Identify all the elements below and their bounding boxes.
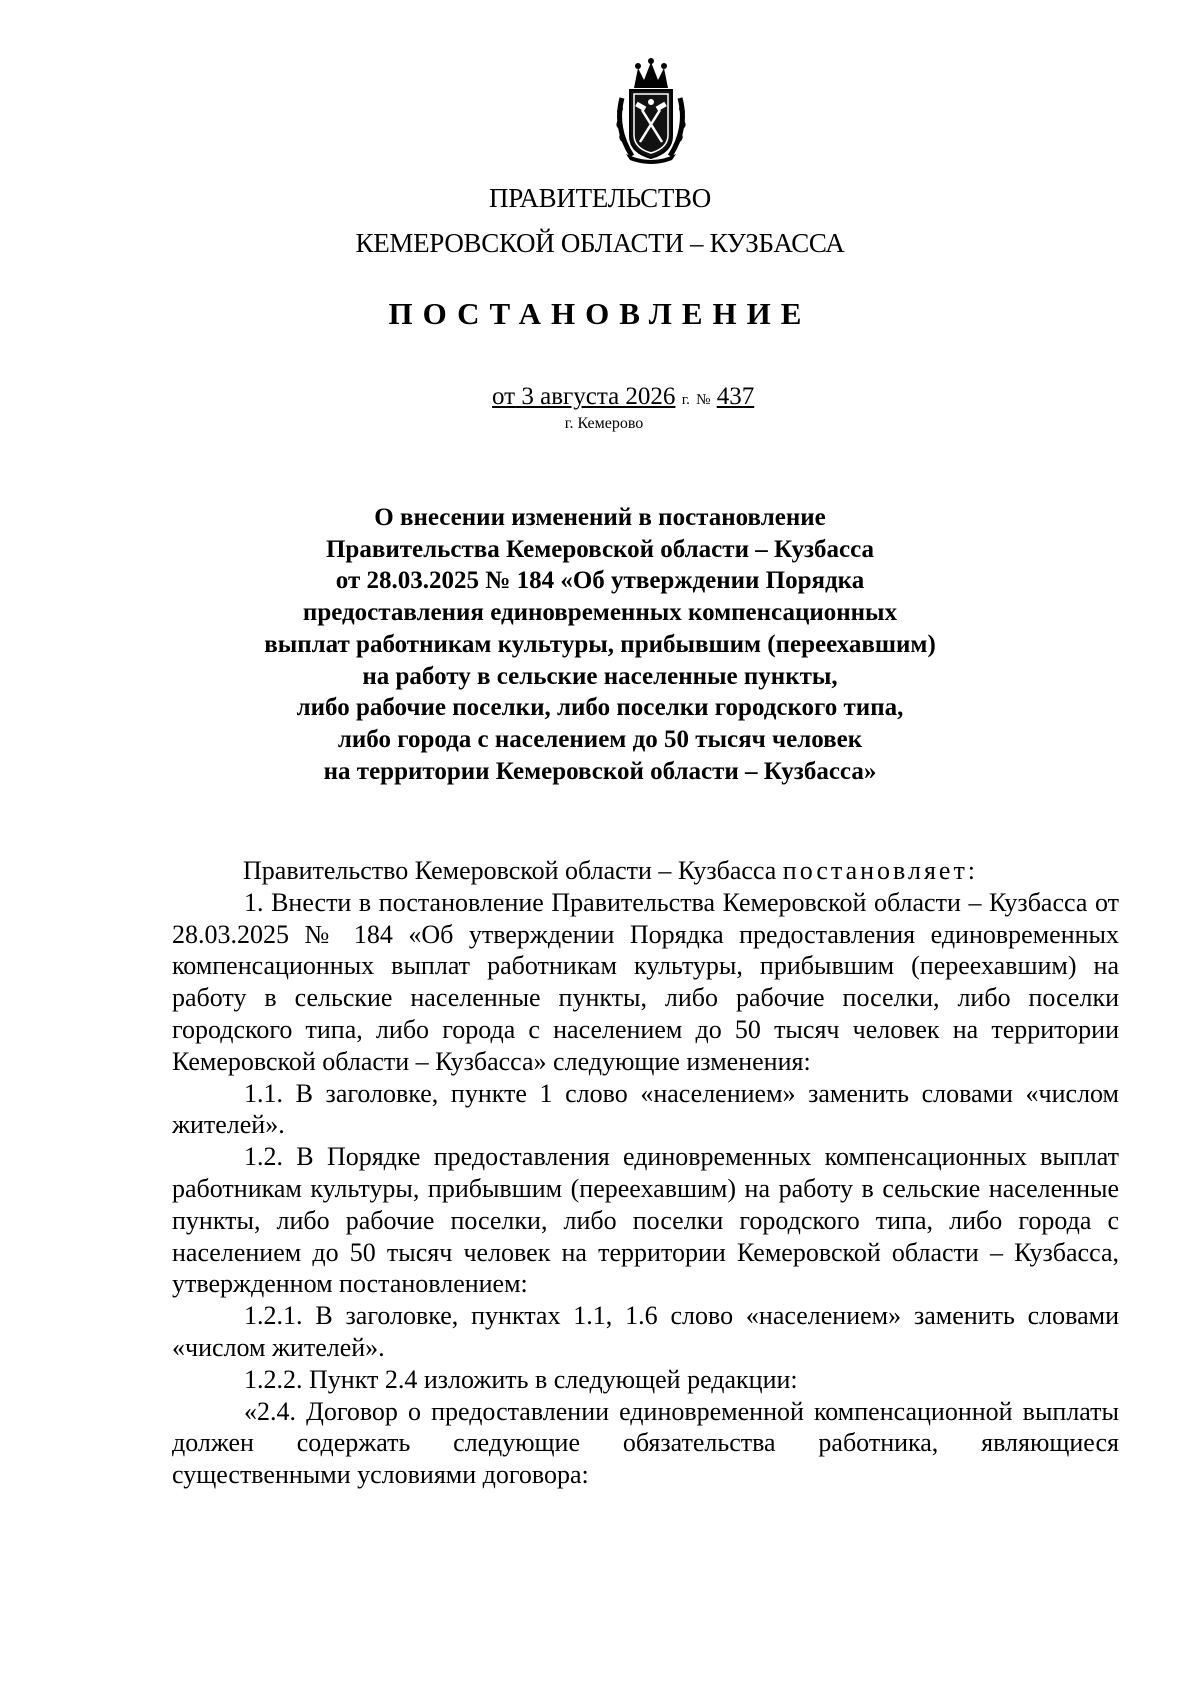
title-line: на территории Кемеровской области – Кузбасса» [323, 757, 877, 785]
number-sign: № [696, 392, 711, 408]
date-prefix: от [492, 383, 516, 410]
document-title [0, 502, 1200, 787]
coat-of-arms-emblem-icon [612, 58, 690, 166]
title-line: Правительства Кемеровской области – Кузбасса [325, 535, 875, 563]
document-body [172, 855, 1119, 1491]
date-number-line [492, 383, 754, 411]
organization-name-line-2: КЕМЕРОВСКОЙ ОБЛАСТИ – КУЗБАССА [355, 228, 845, 258]
title-line: от 28.03.2025 № 184 «Об утверждении Порядка [335, 567, 865, 595]
body-paragraph: 1. Внести в постановление Правительства Кемеровской области – Кузбасса от 28.03.2025 № 184 «Об утверждении Порядка предоставления единовременных компенсационных выплат работникам культуры, прибывшим (переехавшим) на работу в сельские населенные пункты, либо рабочие поселки, либо поселки городского типа, либо города с населением до 50 тысяч человек на территории Кемеровской области – Кузбасса» следующие изменения: [172, 887, 1119, 1076]
document-number: 437 [716, 383, 755, 410]
title-line: О внесении изменений в постановление [374, 504, 826, 531]
intro-verb: постановляет: [782, 856, 979, 885]
document-type-heading: ПОСТАНОВЛЕНИЕ [388, 296, 812, 331]
document-place: г. Кемерово [564, 415, 644, 432]
year-suffix: г. [681, 392, 690, 408]
document-date [492, 383, 675, 410]
body-paragraph: 1.1. В заголовке, пункте 1 слово «населением» заменить словами «числом жителей». [172, 1078, 1119, 1140]
title-line: предоставления единовременных компенсационных [302, 599, 898, 627]
body-paragraph: «2.4. Договор о предоставлении единовременной компенсационной выплаты должен содержать следующие обязательства работника, являющиеся существенными условиями договора: [172, 1396, 1119, 1490]
organization-name-line-1: ПРАВИТЕЛЬСТВО [489, 183, 711, 213]
title-line: либо города с населением до 50 тысяч человек [337, 725, 863, 753]
title-line: на работу в сельские населенные пункты, [362, 662, 838, 690]
body-paragraph: 1.2. В Порядке предоставления единовременных компенсационных выплат работникам культуры, прибывшим (переехавшим) на работу в сельские населенные пункты, либо рабочие поселки, либо поселки городского типа, либо города с населением до 50 тысяч человек на территории Кемеровской области – Кузбасса, утвержденном постановлением: [172, 1142, 1119, 1299]
title-line: либо рабочие поселки, либо поселки городского типа, [296, 694, 904, 722]
body-paragraph: 1.2.1. В заголовке, пунктах 1.1, 1.6 слово «населением» заменить словами «числом жителей». [172, 1301, 1119, 1362]
intro-text: Правительство Кемеровской области – Кузбасса [243, 856, 777, 885]
body-paragraph: 1.2.2. Пункт 2.4 изложить в следующей редакции: [244, 1364, 798, 1394]
intro-paragraph [172, 855, 1119, 887]
title-line: выплат работникам культуры, прибывшим (переехавшим) [264, 630, 936, 658]
date-value: 3 августа 2026 [521, 383, 676, 410]
